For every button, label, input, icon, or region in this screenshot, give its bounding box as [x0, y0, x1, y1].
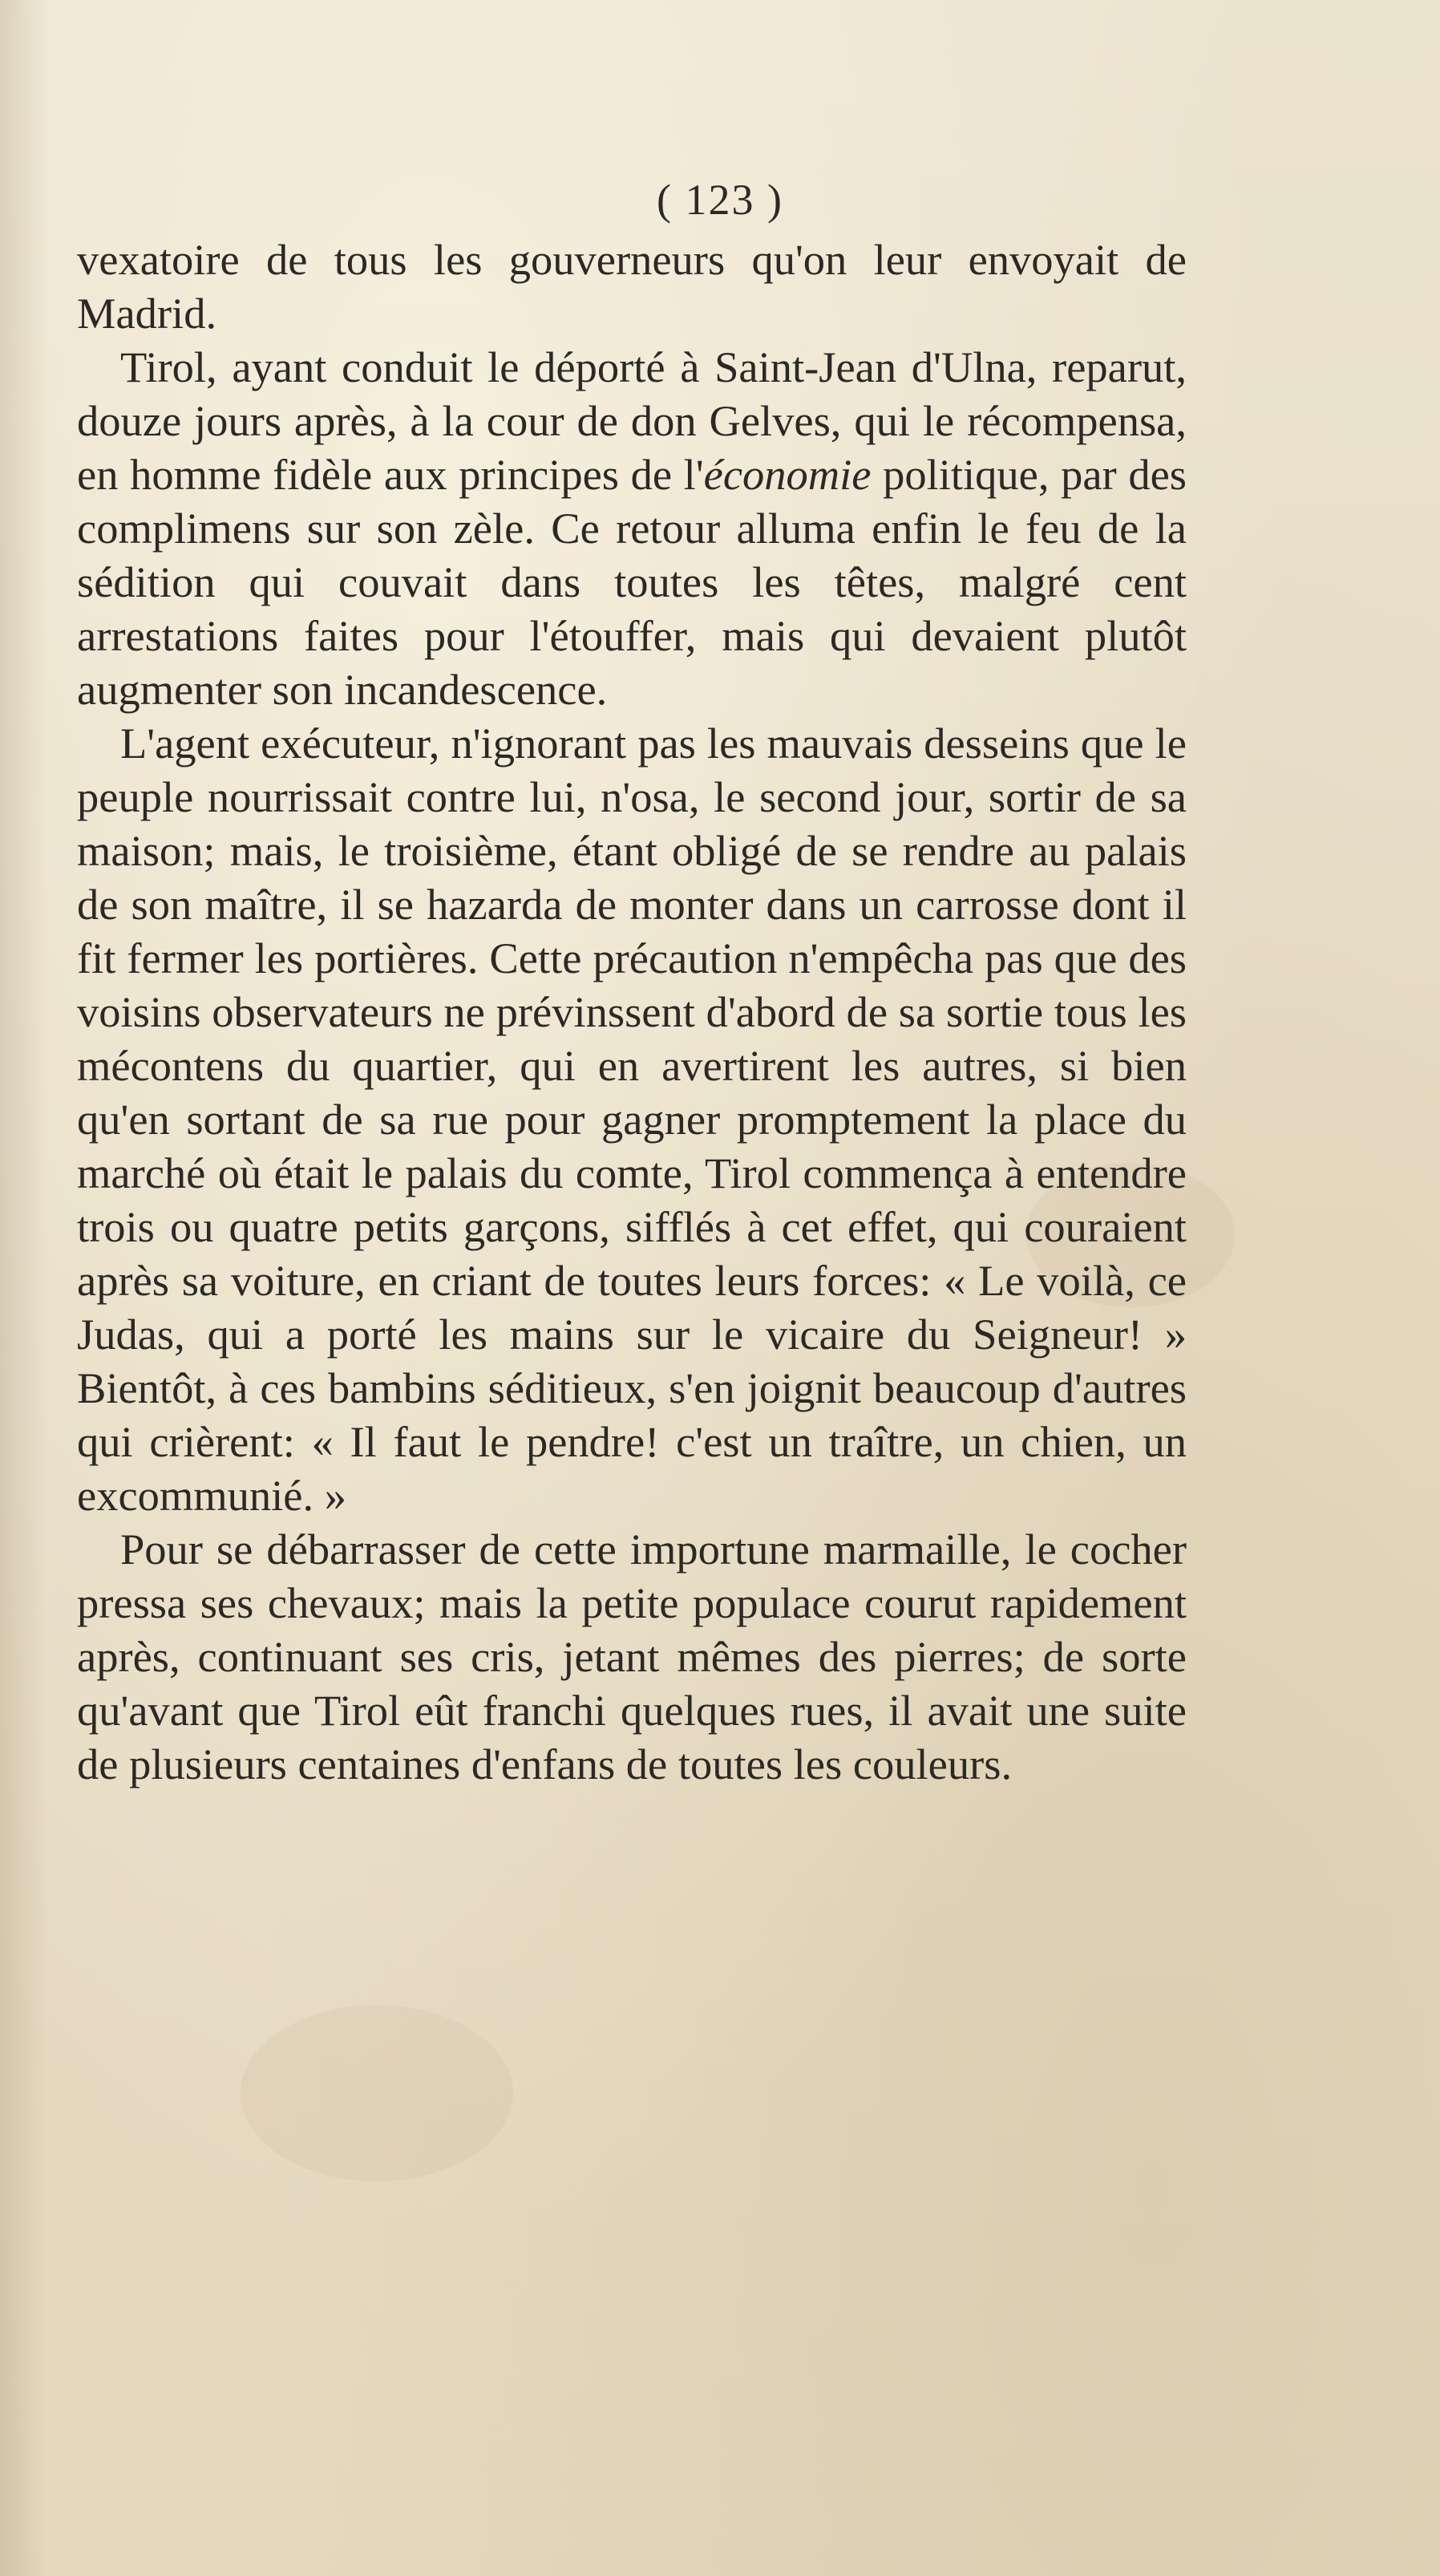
- paragraph-text: politique, par des complimens sur son zèle. Ce retour alluma enfin le feu de la sédition qui couvait dans toutes les têtes, malgré cent arrestations faites pour l'étouffer, mais qui devaient plutôt augmenter son incandescence.: [77, 450, 1187, 714]
- paragraph-tirol-return: [77, 340, 1187, 716]
- italic-term: économie: [703, 450, 872, 499]
- paragraph-text: Tirol, ayant conduit le déporté à Saint-Jean d'Ulna, reparut, douze jours après, à la cour de don Gelves, qui le récompensa, en homme fidèle aux principes de l': [77, 342, 1187, 499]
- paper-stain: [241, 2005, 513, 2181]
- paragraph-agent-executor: L'agent exécuteur, n'ignorant pas les mauvais desseins que le peuple nourrissait contre lui, n'osa, le second jour, sortir de sa maison; mais, le troisième, étant obligé de se rendre au palais de son maître, il se hazarda de monter dans un carrosse dont il fit fermer les portières. Cette précaution n'empêcha pas que des voisins observateurs ne prévinssent d'abord de sa sortie tous les mécontens du quartier, qui en avertirent les autres, si bien qu'en sortant de sa rue pour gagner promptement la place du marché où était le palais du comte, Tirol commença à entendre trois ou quatre petits garçons, sifflés à cet effet, qui couraient après sa voiture, en criant de toutes leurs forces: « Le voilà, ce Judas, qui a porté les mains sur le vicaire du Seigneur! » Bientôt, à ces bambins séditieux, s'en joignit beaucoup d'autres qui crièrent: « Il faut le pendre! c'est un traître, un chien, un excommunié. »: [77, 719, 1187, 1520]
- body-text: [77, 233, 1187, 1791]
- paragraph-coachman: Pour se débarrasser de cette importune marmaille, le cocher pressa ses chevaux; mais la petite populace courut rapidement après, continuant ses cris, jetant mêmes des pierres; de sorte qu'avant que Tirol eût franchi quelques rues, il avait une suite de plusieurs centaines d'enfans de toutes les couleurs.: [77, 1525, 1187, 1788]
- page-number: ( 123 ): [657, 176, 783, 224]
- page-gutter-shadow: [0, 0, 48, 2576]
- paragraph-continuation: vexatoire de tous les gouverneurs qu'on leur envoyait de Madrid.: [77, 235, 1187, 338]
